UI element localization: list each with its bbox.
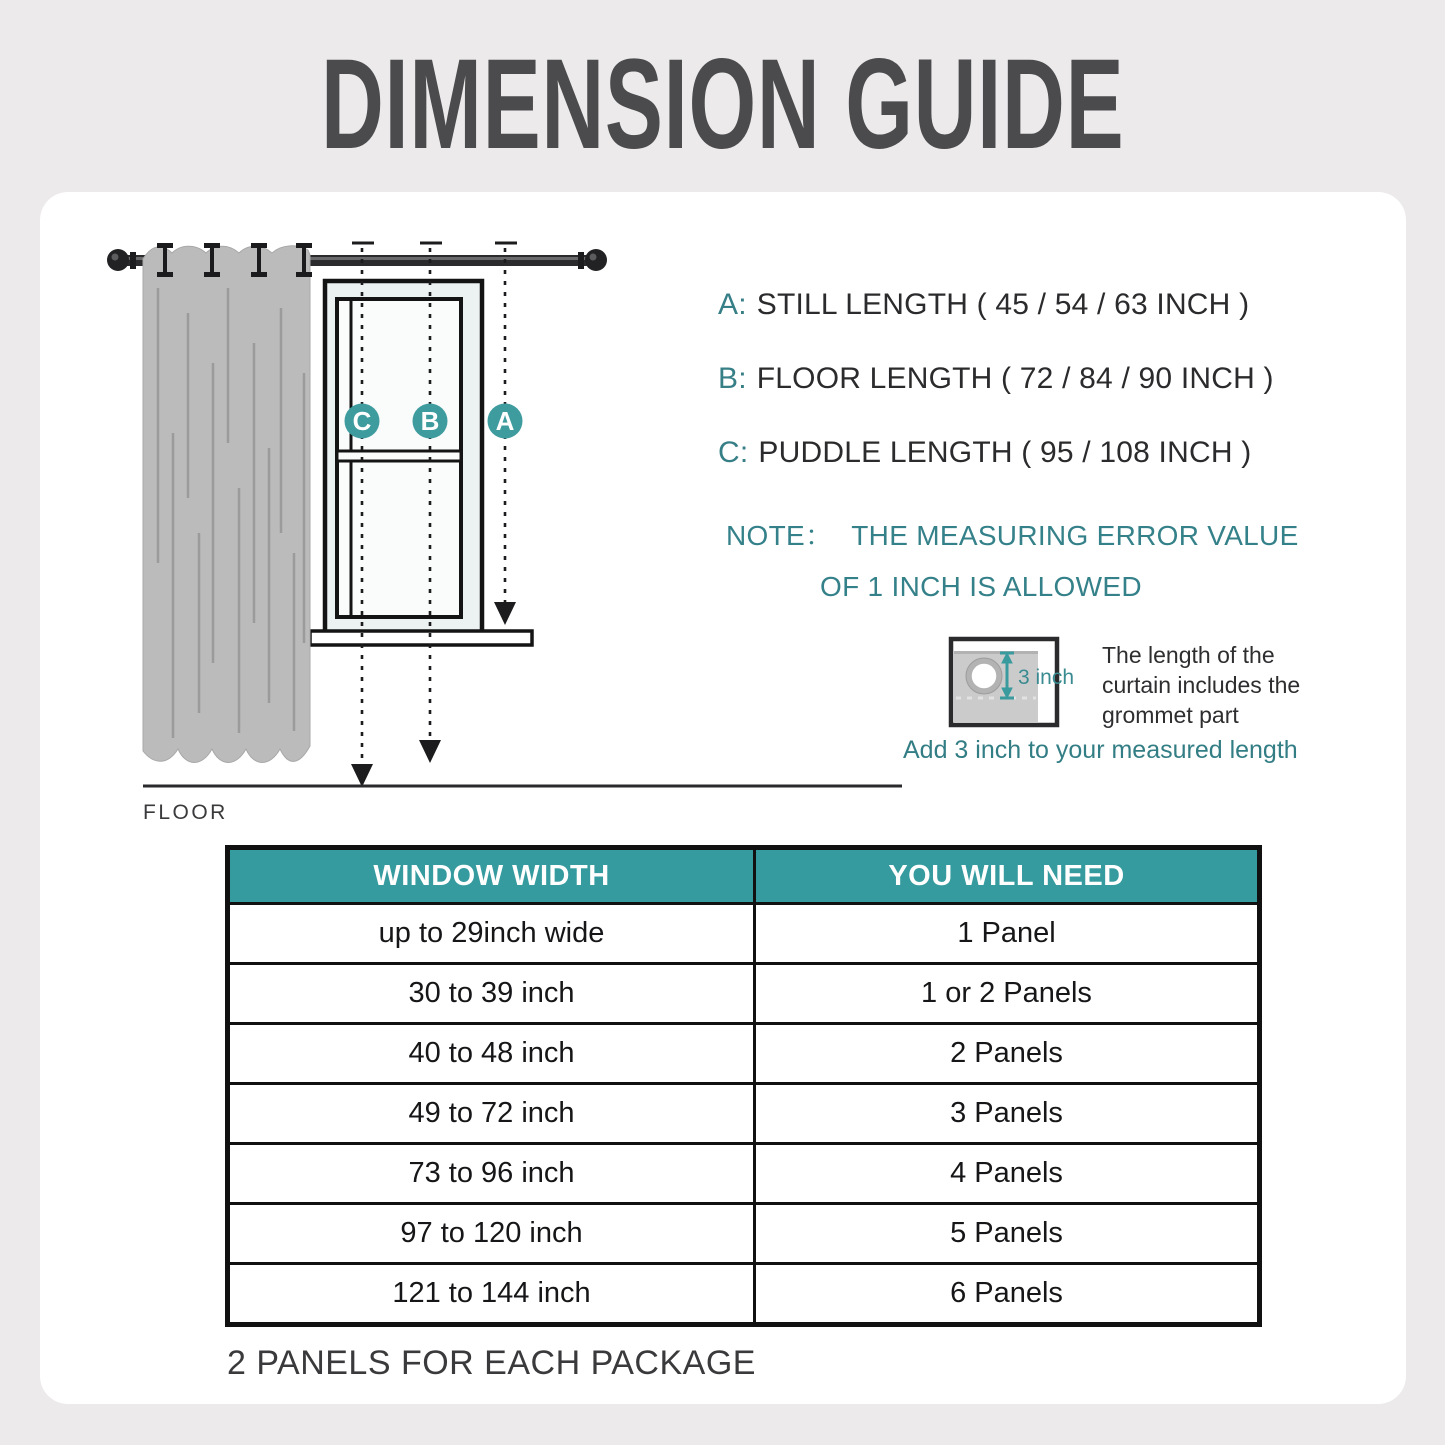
window-icon [310,281,532,645]
length-c-text: PUDDLE LENGTH ( 95 / 108 INCH ) [758,436,1252,469]
measuring-note [726,514,1299,603]
grommet-description: The length of the curtain includes the grommet part [1102,642,1301,728]
package-caption: 2 PANELS FOR EACH PACKAGE [227,1344,756,1382]
page-title-text: DIMENSION GUIDE [320,33,1125,176]
table-header-row [228,848,1260,904]
content-card [40,192,1406,1404]
window-width-cell: 97 to 120 inch [228,1204,755,1264]
length-b [718,362,1348,396]
marker-a-label: A [495,406,515,436]
table-row [228,1204,1260,1264]
length-b-text: FLOOR LENGTH ( 72 / 84 / 90 INCH ) [756,362,1274,395]
note-text-line1: THE MEASURING ERROR VALUE [851,520,1299,551]
table-row [228,1264,1260,1325]
table-row [228,1084,1260,1144]
length-b-prefix: B: [718,362,747,395]
window-width-cell: 73 to 96 inch [228,1144,755,1204]
curtain-icon [143,243,312,763]
three-inch-label: 3 inch [1018,666,1075,689]
floor-label: FLOOR [143,801,228,824]
length-a [718,288,1348,322]
marker-b-label: B [420,406,440,436]
length-a-prefix: A: [718,288,747,321]
table-row [228,964,1260,1024]
header-you-will-need: YOU WILL NEED [755,848,1260,904]
page-title [0,33,1445,176]
note-text-line2: OF 1 INCH IS ALLOWED [820,571,1142,602]
header-window-width: WINDOW WIDTH [228,848,755,904]
window-width-cell: 40 to 48 inch [228,1024,755,1084]
panels-cell: 4 Panels [755,1144,1260,1204]
panels-cell: 3 Panels [755,1084,1260,1144]
panel-table [225,845,1262,1327]
window-width-cell: 121 to 144 inch [228,1264,755,1325]
length-a-text: STILL LENGTH ( 45 / 54 / 63 INCH ) [756,288,1250,321]
grommet-ring-icon [969,661,999,691]
arrow-c-icon [351,764,373,787]
grommet-tip: Add 3 inch to your measured length [903,736,1298,764]
panels-cell: 6 Panels [755,1264,1260,1325]
length-c-prefix: C: [718,436,749,469]
table-row [228,1024,1260,1084]
panels-cell: 5 Panels [755,1204,1260,1264]
table-row [228,904,1260,964]
marker-c-label: C [352,406,372,436]
length-c [718,436,1348,470]
table-row [228,1144,1260,1204]
window-width-cell: 49 to 72 inch [228,1084,755,1144]
note-label: NOTE： [726,520,834,551]
panels-cell: 1 Panel [755,904,1260,964]
panels-cell: 2 Panels [755,1024,1260,1084]
length-legend [718,288,1348,510]
panels-cell: 1 or 2 Panels [755,964,1260,1024]
arrow-b-icon [419,740,441,763]
window-sill [310,631,532,645]
window-width-cell: 30 to 39 inch [228,964,755,1024]
grommet-diagram [948,636,1108,732]
arrow-a-icon [494,602,516,625]
window-width-cell: up to 29inch wide [228,904,755,964]
